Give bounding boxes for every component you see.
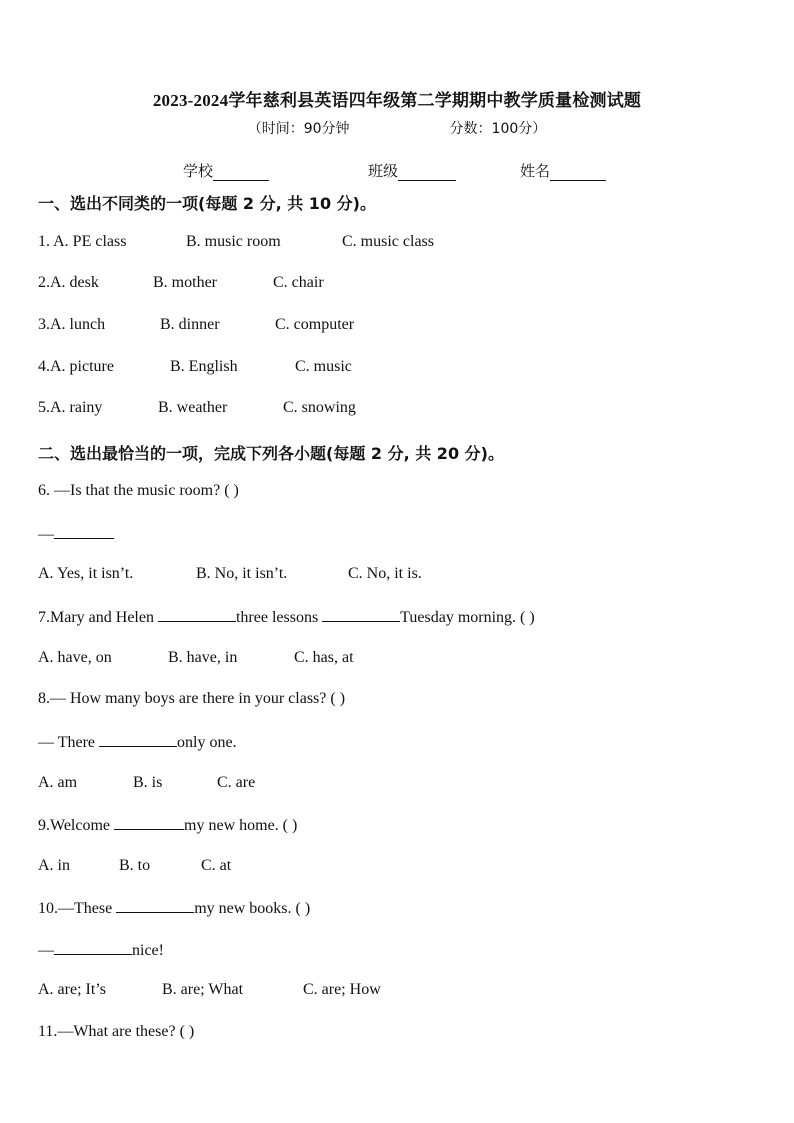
q2-option-b: B. mother	[153, 274, 217, 291]
q4-option-c: C. music	[295, 358, 352, 375]
question-5	[38, 399, 356, 417]
question-6-stem: 6. —Is that the music room? ( )	[38, 482, 239, 499]
exam-title: 2023-2024学年慈利县英语四年级第二学期期中教学质量检测试题	[152, 91, 642, 110]
question-2	[38, 274, 324, 292]
question-8-options	[38, 774, 255, 792]
name-blank[interactable]	[550, 165, 606, 181]
q8-option-c: C. are	[217, 774, 256, 791]
question-10-options	[38, 981, 381, 999]
q6-option-c: C. No, it is.	[348, 565, 422, 582]
q6-option-b: B. No, it isn’t.	[196, 565, 288, 582]
q9-option-b: B. to	[119, 857, 151, 874]
class-field	[368, 160, 456, 181]
question-8-reply	[38, 732, 237, 752]
question-9-stem	[38, 815, 297, 835]
q6-answer-blank[interactable]	[54, 524, 114, 539]
q9-text-1: 9.Welcome	[38, 817, 115, 834]
question-10-reply	[38, 940, 164, 960]
section-2-heading: 二、选出最恰当的一项，完成下列各小题(每题 2 分, 共 20 分)。	[38, 444, 504, 463]
q10-option-a: A. are; It’s	[38, 981, 106, 998]
q6-option-a: A. Yes, it isn’t.	[38, 565, 134, 582]
school-blank[interactable]	[213, 165, 269, 181]
q9-option-c: C. at	[201, 857, 232, 874]
q9-text-2: my new home. ( )	[184, 817, 298, 834]
q8-reply-text-1: — There	[38, 734, 100, 751]
q10-option-c: C. are; How	[303, 981, 381, 998]
q5-option-c: C. snowing	[283, 399, 356, 416]
name-field	[520, 160, 606, 181]
q8-option-b: B. is	[133, 774, 163, 791]
q1-option-c: C. music class	[342, 233, 434, 250]
q10-text-1: 10.—These	[38, 900, 117, 917]
school-field	[183, 160, 269, 181]
q5-option-a: 5.A. rainy	[38, 399, 103, 416]
q3-option-a: 3.A. lunch	[38, 316, 106, 333]
q3-option-c: C. computer	[275, 316, 355, 333]
question-6-options	[38, 565, 422, 583]
q7-text-1: 7.Mary and Helen	[38, 609, 158, 626]
q2-option-c: C. chair	[273, 274, 324, 291]
question-7-options	[38, 649, 354, 667]
class-blank[interactable]	[398, 165, 456, 181]
q7-blank-1[interactable]	[158, 607, 236, 622]
q10-reply-dash: —	[38, 942, 54, 959]
q5-option-b: B. weather	[158, 399, 228, 416]
q7-option-b: B. have, in	[168, 649, 238, 666]
q10-reply-text: nice!	[132, 942, 164, 959]
exam-time: （时间：90分钟	[247, 121, 350, 137]
question-6-reply	[38, 524, 114, 544]
exam-score: 分数：100分）	[449, 121, 547, 137]
q4-option-b: B. English	[170, 358, 238, 375]
question-1	[38, 233, 434, 251]
q7-blank-2[interactable]	[322, 607, 400, 622]
q10-text-2: my new books. ( )	[194, 900, 311, 917]
question-3	[38, 316, 354, 334]
question-7-stem	[38, 607, 535, 627]
class-label: 班级	[368, 162, 399, 180]
section-1-heading: 一、选出不同类的一项(每题 2 分, 共 10 分)。	[38, 194, 376, 213]
question-11-stem: 11.—What are these? ( )	[38, 1023, 195, 1040]
q8-answer-blank[interactable]	[99, 732, 177, 747]
q8-option-a: A. am	[38, 774, 78, 791]
school-label: 学校	[183, 162, 214, 180]
q8-reply-text-2: only one.	[177, 734, 237, 751]
q7-option-c: C. has, at	[294, 649, 354, 666]
q7-text-2: three lessons	[235, 609, 323, 626]
exam-subtitle	[0, 118, 794, 138]
q10-answer-blank-2[interactable]	[54, 940, 132, 955]
q10-option-b: B. are; What	[162, 981, 244, 998]
q10-answer-blank-1[interactable]	[116, 898, 194, 913]
q3-option-b: B. dinner	[160, 316, 220, 333]
q4-option-a: 4.A. picture	[38, 358, 114, 375]
question-4	[38, 358, 352, 376]
q9-option-a: A. in	[38, 857, 70, 874]
q1-option-b: B. music room	[186, 233, 281, 250]
question-10-stem	[38, 898, 310, 918]
q1-option-a: 1. A. PE class	[38, 233, 127, 250]
q2-option-a: 2.A. desk	[38, 274, 99, 291]
q7-option-a: A. have, on	[38, 649, 112, 666]
question-8-stem: 8.— How many boys are there in your class? ( )	[38, 690, 346, 707]
question-9-options	[38, 857, 231, 875]
name-label: 姓名	[520, 162, 551, 180]
q6-reply-dash: —	[38, 526, 54, 543]
q9-answer-blank[interactable]	[114, 815, 184, 830]
q7-text-3: Tuesday morning. ( )	[400, 609, 535, 626]
